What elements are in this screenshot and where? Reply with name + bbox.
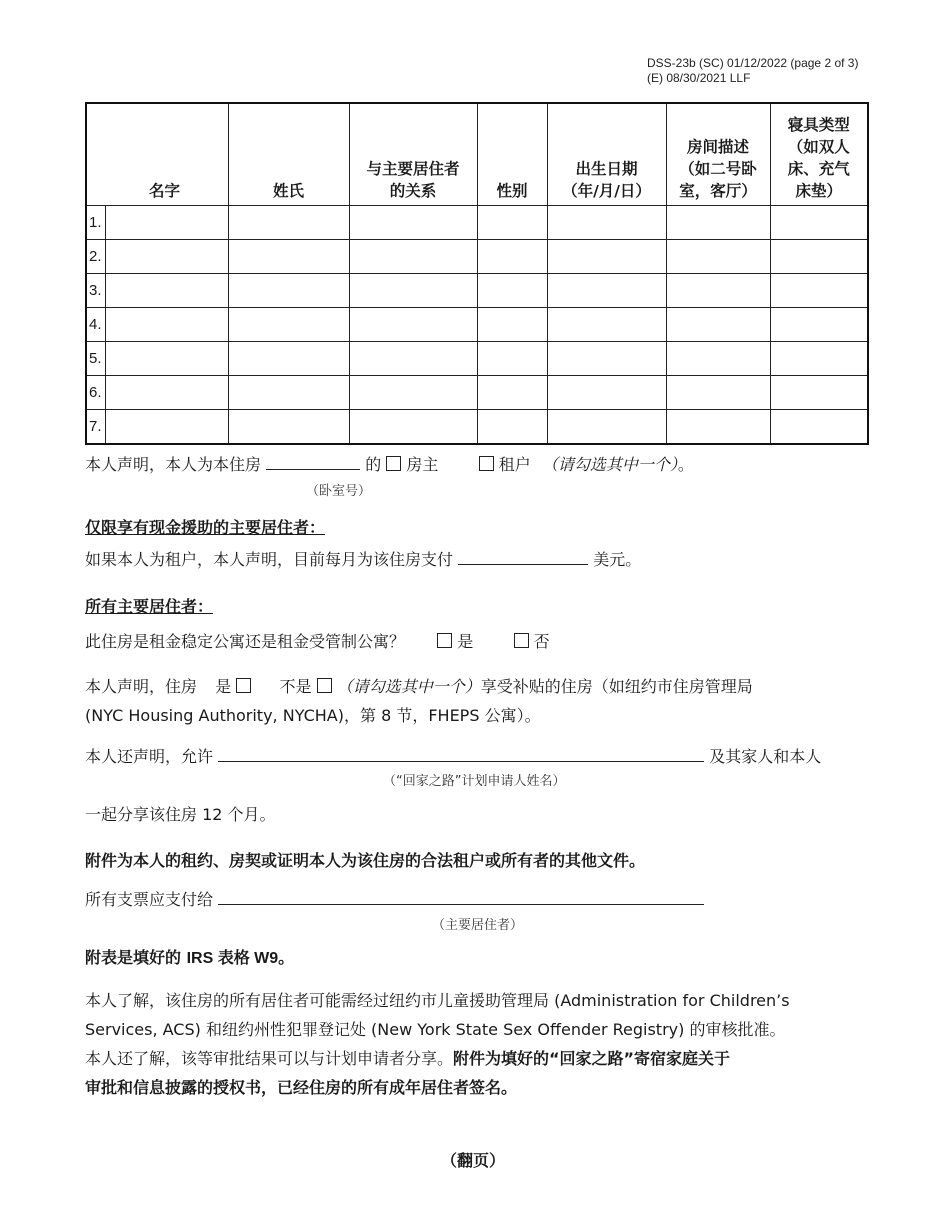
last-name-cell[interactable]	[228, 240, 349, 274]
gender-cell[interactable]	[477, 274, 547, 308]
col-last-name: 姓氏	[228, 103, 349, 206]
row-number: 3.	[87, 274, 106, 307]
subsidized-statement-line2: (NYC Housing Authority, NYCHA)，第 8 节，FHEPS 公寓）。	[85, 706, 541, 725]
first-name-cell[interactable]	[86, 342, 228, 376]
applicant-name-caption: （“回家之路”计划申请人姓名）	[383, 774, 566, 789]
dob-cell[interactable]	[547, 410, 666, 445]
irs-w9-statement: 附表是填好的 IRS 表格 W9。	[85, 948, 295, 967]
first-name-cell[interactable]	[86, 308, 228, 342]
subsidized-yes-checkbox[interactable]	[236, 678, 251, 693]
table-row	[86, 410, 868, 445]
gender-cell[interactable]	[477, 240, 547, 274]
room-cell[interactable]	[666, 376, 770, 410]
bedding-cell[interactable]	[770, 206, 868, 240]
owner-checkbox[interactable]	[386, 456, 401, 471]
gender-cell[interactable]	[477, 206, 547, 240]
rent-stabilized-question: 此住房是租金稳定公寓还是租金受管制公寓？ 是 否	[85, 632, 550, 651]
relationship-cell[interactable]	[349, 376, 477, 410]
gender-cell[interactable]	[477, 410, 547, 445]
applicant-name-field[interactable]	[218, 747, 704, 762]
form-id: DSS-23b (SC) 01/12/2022 (page 2 of 3)	[647, 56, 859, 70]
gender-cell[interactable]	[477, 376, 547, 410]
understanding-paragraph: 本人了解，该住房的所有居住者可能需经过纽约市儿童援助管理局 (Administration for Children’s Services, ACS) 和纽约州性犯罪登记处 (New York State Sex Offender Registry) 的审核批准。 本人还了解，该等审批结果可以与计划申请者分享。附件为填好的“回家之路”寄宿家庭关于 审批和信息披露的授权书，已经住房的所有成年居住者签名。	[85, 991, 790, 1097]
col-first-name: 名字	[86, 103, 228, 206]
room-cell[interactable]	[666, 342, 770, 376]
bedding-cell[interactable]	[770, 376, 868, 410]
dob-cell[interactable]	[547, 206, 666, 240]
bedding-cell[interactable]	[770, 342, 868, 376]
rent-stabilized-no-checkbox[interactable]	[514, 633, 529, 648]
gender-cell[interactable]	[477, 342, 547, 376]
col-room-description: 房间描述 （如二号卧 室，客厅）	[666, 103, 770, 206]
gender-cell[interactable]	[477, 308, 547, 342]
all-primary-heading: 所有主要居住者：	[85, 597, 214, 616]
checks-payable-statement: 所有支票应支付给	[85, 889, 704, 911]
row-number: 5.	[87, 342, 106, 375]
table-row	[86, 342, 868, 376]
room-cell[interactable]	[666, 308, 770, 342]
bedding-cell[interactable]	[770, 410, 868, 445]
relationship-cell[interactable]	[349, 410, 477, 445]
first-name-cell[interactable]	[86, 240, 228, 274]
first-name-cell[interactable]	[86, 206, 228, 240]
row-number: 2.	[87, 240, 106, 273]
room-cell[interactable]	[666, 410, 770, 445]
relationship-cell[interactable]	[349, 308, 477, 342]
last-name-cell[interactable]	[228, 410, 349, 445]
dob-cell[interactable]	[547, 240, 666, 274]
owner-tenant-statement: 本人声明，本人为本住房 的 房主 租户 （请勾选其中一个）。	[85, 455, 694, 474]
room-cell[interactable]	[666, 206, 770, 240]
row-number: 1.	[87, 206, 106, 239]
cash-assistance-heading: 仅限享有现金援助的主要居住者：	[85, 518, 326, 537]
col-bedding-type: 寝具类型 （如双人 床、充气 床垫）	[770, 103, 868, 206]
last-name-cell[interactable]	[228, 274, 349, 308]
relationship-cell[interactable]	[349, 206, 477, 240]
row-number: 4.	[87, 308, 106, 341]
last-name-cell[interactable]	[228, 206, 349, 240]
col-relationship: 与主要居住者 的关系	[349, 103, 477, 206]
table-row	[86, 274, 868, 308]
dob-cell[interactable]	[547, 342, 666, 376]
bedding-cell[interactable]	[770, 308, 868, 342]
first-name-cell[interactable]	[86, 376, 228, 410]
bedroom-number-field[interactable]	[266, 455, 360, 470]
col-dob: 出生日期 （年/月/日）	[547, 103, 666, 206]
last-name-cell[interactable]	[228, 342, 349, 376]
dob-cell[interactable]	[547, 376, 666, 410]
monthly-rent-statement: 如果本人为租户，本人声明，目前每月为该住房支付 美元。	[85, 550, 642, 569]
bedding-cell[interactable]	[770, 240, 868, 274]
subsidized-no-checkbox[interactable]	[317, 678, 332, 693]
tenant-checkbox[interactable]	[479, 456, 494, 471]
payee-field[interactable]	[218, 890, 704, 905]
payee-caption: （主要居住者）	[432, 918, 524, 933]
last-name-cell[interactable]	[228, 308, 349, 342]
room-cell[interactable]	[666, 240, 770, 274]
allow-statement: 本人还声明，允许 及其家人和本人	[85, 747, 822, 766]
table-row	[86, 308, 868, 342]
table-row	[86, 206, 868, 240]
table-row	[86, 376, 868, 410]
room-cell[interactable]	[666, 274, 770, 308]
col-gender: 性别	[477, 103, 547, 206]
form-edition: (E) 08/30/2021 LLF	[647, 71, 751, 85]
last-name-cell[interactable]	[228, 376, 349, 410]
turn-page-footer: （翻页）	[441, 1151, 506, 1170]
bedding-cell[interactable]	[770, 274, 868, 308]
allow-statement-line2: 一起分享该住房 12 个月。	[85, 805, 276, 824]
bedroom-number-caption: （卧室号）	[306, 484, 372, 499]
first-name-cell[interactable]	[86, 410, 228, 445]
monthly-rent-field[interactable]	[458, 550, 588, 565]
rent-stabilized-yes-checkbox[interactable]	[437, 633, 452, 648]
table-row	[86, 240, 868, 274]
row-number: 7.	[87, 410, 106, 443]
first-name-cell[interactable]	[86, 274, 228, 308]
dob-cell[interactable]	[547, 274, 666, 308]
occupant-table	[85, 102, 869, 445]
relationship-cell[interactable]	[349, 274, 477, 308]
relationship-cell[interactable]	[349, 342, 477, 376]
subsidized-statement: 本人声明，住房 是 不是 （请勾选其中一个）享受补贴的住房（如纽约市住房管理局	[85, 677, 753, 696]
dob-cell[interactable]	[547, 308, 666, 342]
attached-lease-statement: 附件为本人的租约、房契或证明本人为该住房的合法租户或所有者的其他文件。	[85, 851, 646, 870]
row-number: 6.	[87, 376, 106, 409]
relationship-cell[interactable]	[349, 240, 477, 274]
